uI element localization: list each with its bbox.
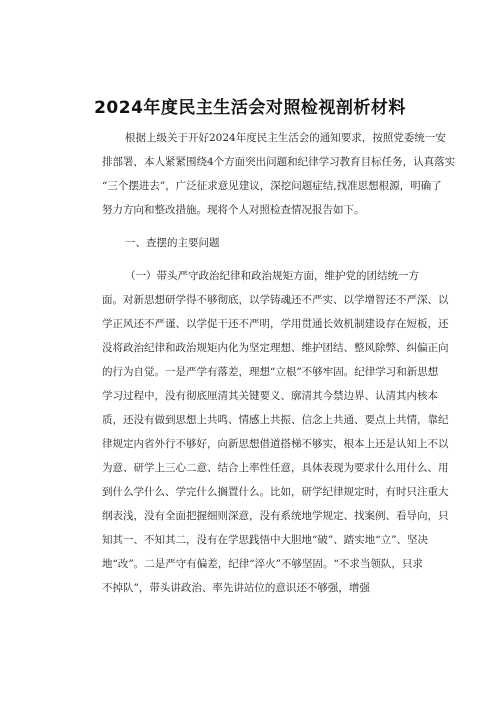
body-line: 律规定内省外行不够好，向新思想借道搭梯不够实，根本上还是认知上不以 <box>102 438 449 450</box>
body-line: 质，还没有做到思想上共鸣、情感上共振、信念上共通、要点上共情，靠纪 <box>102 414 449 426</box>
body-line: 为意、研学上三心二意、结合上率性任意，具体表现为要求什么用什么、用 <box>102 462 449 474</box>
body-line: 地“改”。二是严守有偏差，纪律“淬火”不够坚固。“不求当领队，只求 <box>102 558 423 570</box>
intro-line: 排部署，本人紧紧围绕4个方面突出问题和纪律学习教育目标任务，认真落实 <box>102 156 456 168</box>
body-line: 学习过程中，没有彻底厘清其关键要义、廓清其今禁边界、认清其内核本 <box>102 390 438 402</box>
document-title: 2024年度民主生活会对照检视剖析材料 <box>94 98 406 118</box>
body-line: 纲表浅，没有全面把握细则深意，没有系统地学规定、找案例、看导向，只 <box>102 510 449 522</box>
intro-line: 根据上级关于开好2024年度民主生活会的通知要求，按照党委统一安 <box>125 132 446 144</box>
intro-line: “三个摆进去”，广泛征求意见建议，深挖问题症结,找准思想根源，明确了 <box>102 180 442 192</box>
section-heading: 一、查摆的主要问题 <box>125 237 220 249</box>
body-line: 没将政治纪律和政治规矩内化为坚定理想、维护团结、整风除弊、纠偏正向 <box>102 342 449 354</box>
body-line: 面。对新思想研学得不够彻底，以学铸魂还不严实、以学增智还不严深、以 <box>102 294 449 306</box>
intro-line: 努力方向和整改措施。现将个人对照检查情况报告如下。 <box>102 204 365 216</box>
subsection-heading: （一）带头严守政治纪律和政治规矩方面，维护党的团结统一方 <box>125 270 419 282</box>
body-line: 知其一、不知其二，没有在学思践悟中大胆地“破”、踏实地“立”、坚决 <box>102 534 428 546</box>
body-line: 不掉队”，带头讲政治、率先讲站位的意识还不够强，增强 <box>102 582 370 594</box>
body-line: 到什么学什么、学完什么搁置什么。比如，研学纪律规定时，有时只注重大 <box>102 486 449 498</box>
body-line: 学正风还不严谨、以学促干还不严明，学用贯通长效机制建设存在短板，还 <box>102 318 449 330</box>
body-line: 的行为自觉。一是严学有落差，理想“立根”不够牢固。纪律学习和新思想 <box>102 366 439 378</box>
